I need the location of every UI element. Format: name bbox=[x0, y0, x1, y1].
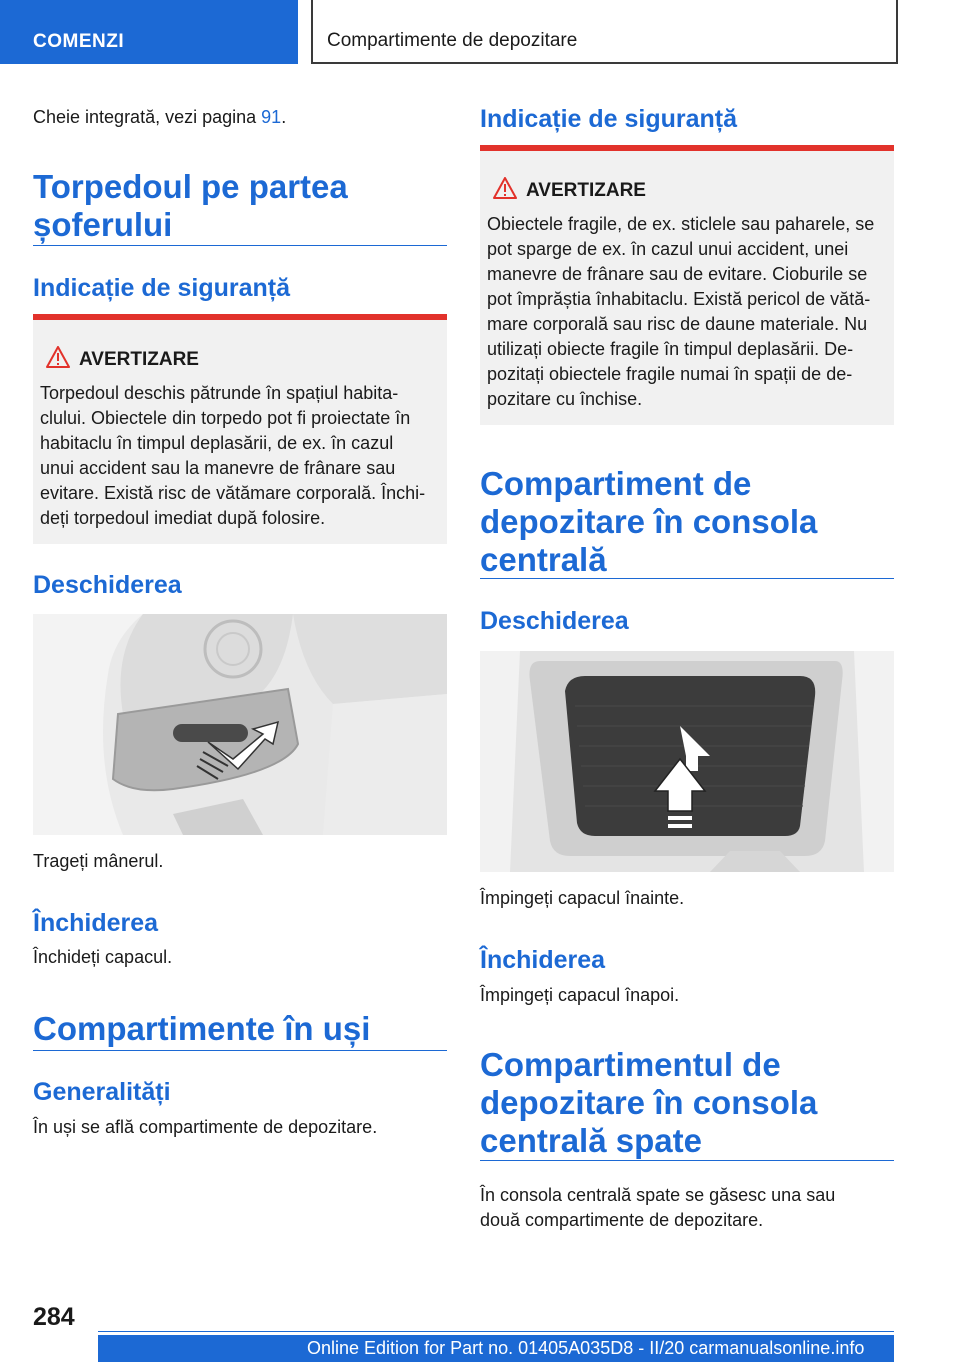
title-line: depozitare în consola bbox=[480, 1084, 818, 1121]
warning-line: pozitare cu închise. bbox=[487, 389, 643, 409]
opening-heading-right: Deschiderea bbox=[480, 607, 629, 635]
opening-heading-left: Deschiderea bbox=[33, 571, 182, 599]
safety-heading-left: Indicație de siguranță bbox=[33, 274, 291, 302]
warning-triangle-icon bbox=[493, 177, 517, 199]
page-number: 284 bbox=[33, 1303, 75, 1331]
warning-line: utilizați obiecte fragile în timpul deplasării. De- bbox=[487, 339, 854, 359]
title-line: Compartimentul de bbox=[480, 1046, 781, 1083]
general-heading: Generalități bbox=[33, 1078, 171, 1106]
warning-text bbox=[487, 212, 892, 412]
title-center-console bbox=[480, 465, 894, 579]
key-ref-end: . bbox=[281, 107, 287, 127]
console-illustration bbox=[480, 651, 894, 872]
page-link-91[interactable]: 91 bbox=[261, 107, 282, 127]
title-door-compartments: Compartimente în uși bbox=[33, 1010, 371, 1047]
title-line: depozitare în consola bbox=[480, 503, 818, 540]
footer-rule bbox=[98, 1331, 894, 1332]
console-rule bbox=[480, 578, 894, 579]
warning-line: manevre de frânare sau de evitare. Cioburile se bbox=[487, 264, 868, 284]
opening-caption-left: Trageți mânerul. bbox=[33, 851, 164, 871]
warning-line: clului. Obiectele din torpedo pot fi proiectate în bbox=[40, 408, 411, 428]
warning-line: unui accident sau la manevre de frânare sau bbox=[40, 458, 396, 478]
title-line: centrală bbox=[480, 541, 607, 578]
warning-line: pozitați obiectele fragile numai în spații de de- bbox=[487, 364, 853, 384]
title-glovebox bbox=[33, 168, 447, 244]
warning-line: Obiectele fragile, de ex. sticlele sau paharele, se bbox=[487, 214, 875, 234]
closing-heading-left: Închiderea bbox=[33, 909, 159, 937]
warning-line: deți torpedoul imediat după folosire. bbox=[40, 508, 326, 528]
header-chapter-box bbox=[311, 0, 898, 64]
rear-text bbox=[480, 1183, 835, 1233]
title-glovebox-line2: șoferului bbox=[33, 206, 173, 243]
warning-triangle-icon bbox=[46, 346, 70, 368]
warning-line: pot împrăștia înhabitaclu. Există pericol de vătă- bbox=[487, 289, 871, 309]
title-rule bbox=[33, 245, 447, 246]
safety-heading-right: Indicație de siguranță bbox=[480, 105, 738, 133]
footer-edition[interactable]: Online Edition for Part no. 01405A035D8 - II/20 carmanualsonline.info bbox=[307, 1338, 865, 1358]
footer-edition-bar bbox=[98, 1335, 894, 1362]
warning-line: pot sparge de ex. în cazul unui accident, unei bbox=[487, 239, 849, 259]
closing-text-left: Închideți capacul. bbox=[33, 947, 173, 967]
warning-text bbox=[40, 381, 445, 531]
header-section-tab bbox=[0, 0, 298, 64]
closing-heading-right: Închiderea bbox=[480, 946, 606, 974]
key-reference bbox=[33, 105, 286, 130]
rear-text-line: În consola centrală spate se găsesc una sau bbox=[480, 1185, 836, 1205]
warning-title: AVERTIZARE bbox=[79, 349, 199, 370]
general-text: În uși se află compartimente de depozitare. bbox=[33, 1117, 378, 1137]
header-chapter-label: Compartimente de depozitare bbox=[327, 30, 578, 51]
warning-title: AVERTIZARE bbox=[526, 180, 646, 201]
title-line: Compartiment de bbox=[480, 465, 752, 502]
warning-line: mare corporală sau risc de daune materiale. Nu bbox=[487, 314, 868, 334]
warning-line: habitaclu în timpul deplasării, de ex. în cazul bbox=[40, 433, 394, 453]
closing-text-right: Împingeți capacul înapoi. bbox=[480, 985, 680, 1005]
rear-text-line: două compartimente de depozitare. bbox=[480, 1210, 764, 1230]
opening-caption-right: Împingeți capacul înainte. bbox=[480, 888, 685, 908]
doors-rule bbox=[33, 1050, 447, 1051]
title-rear-console bbox=[480, 1046, 894, 1160]
warning-line: Torpedoul deschis pătrunde în spațiul habita- bbox=[40, 383, 399, 403]
rear-rule bbox=[480, 1160, 894, 1161]
warning-line: evitare. Există risc de vătămare corporală. Închi- bbox=[40, 483, 426, 503]
glovebox-illustration bbox=[33, 614, 447, 835]
warning-box-left bbox=[33, 314, 447, 544]
header-section-label: COMENZI bbox=[33, 31, 125, 52]
title-line: centrală spate bbox=[480, 1122, 702, 1159]
key-ref-text: Cheie integrată, vezi pagina bbox=[33, 107, 262, 127]
title-glovebox-line1: Torpedoul pe partea bbox=[33, 168, 348, 205]
warning-box-right bbox=[480, 145, 894, 425]
